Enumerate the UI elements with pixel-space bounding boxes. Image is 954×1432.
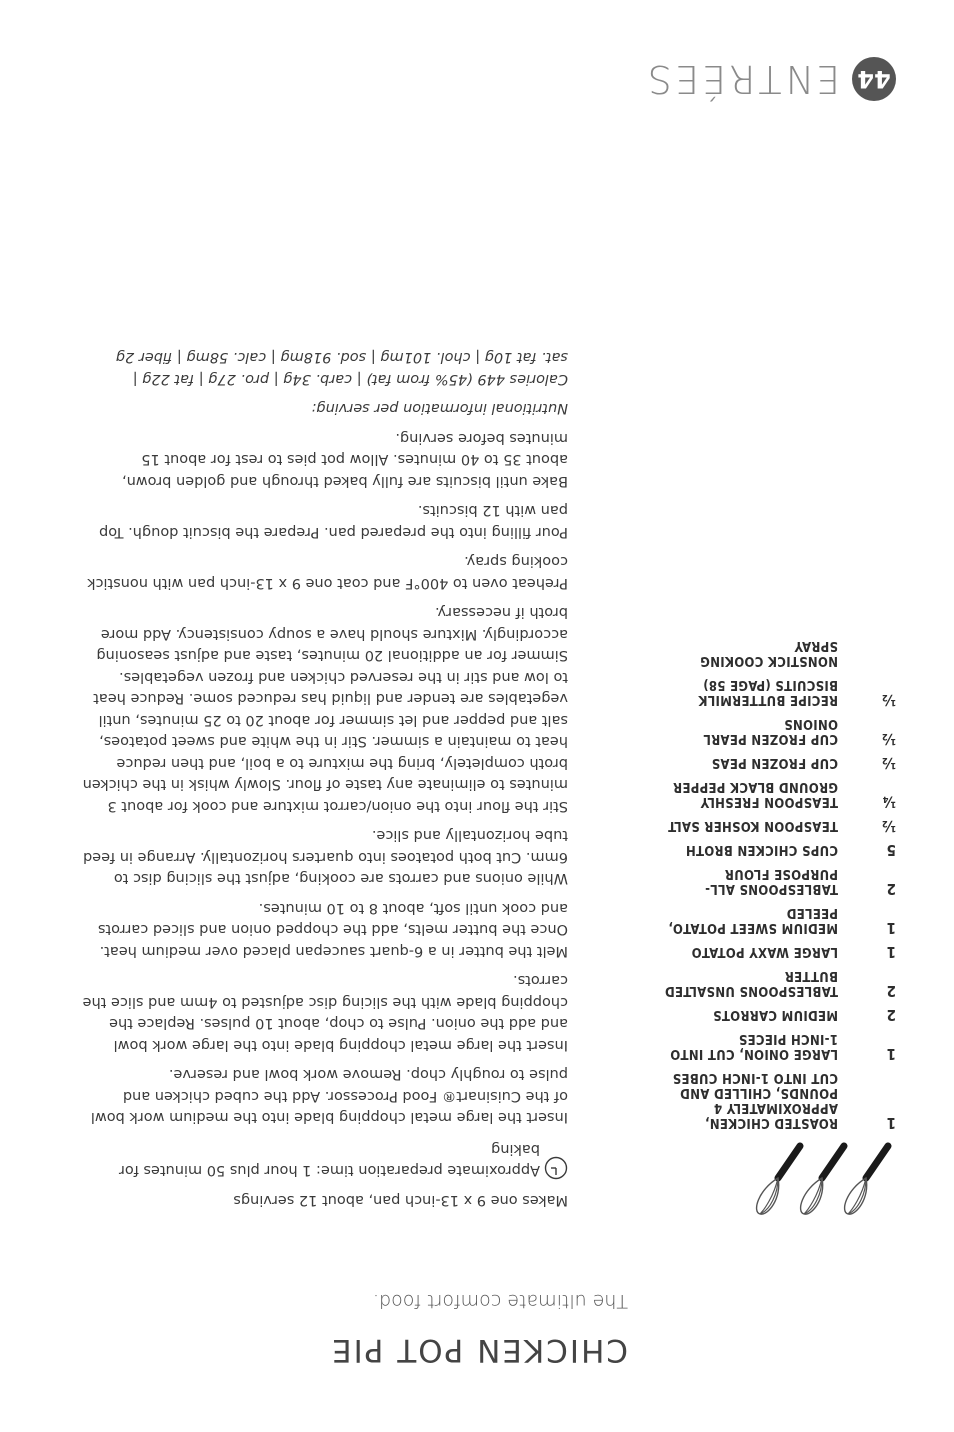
ingredient-qty: ½ bbox=[881, 691, 896, 709]
ingredient-item bbox=[656, 866, 896, 896]
ingredient-qty: 1 bbox=[886, 919, 896, 937]
ingredient-name: ROASTED CHICKEN, APPROXIMATELY 4 POUNDS, CHILLED AND CUT INTO 1-INCH CUBES bbox=[672, 1070, 838, 1130]
ingredient-qty: 5 bbox=[886, 841, 896, 859]
recipe-method bbox=[82, 338, 568, 1210]
ingredient-qty: 2 bbox=[886, 982, 896, 1000]
method-step: Insert the large metal chopping blade into the large work bowl and add the onion. Pulse to chop, about 10 pulses. Replace the chopping blade with the slicing disc adjusted to 4mm and slice the carrots. bbox=[82, 972, 568, 1053]
ingredient-name: MEDIUM SWEET POTATO, PEELED bbox=[668, 905, 838, 935]
ingredient-item bbox=[656, 1070, 896, 1130]
nutrition-line-1: Calories 449 (45% from fat) | carb. 34g | pro. 27g | fat 22g | bbox=[132, 371, 568, 387]
prep-time-text: Approximate preparation time: 1 hour plus 50 minutes for baking bbox=[118, 1141, 540, 1179]
ingredient-qty: 1 bbox=[886, 1114, 896, 1132]
ingredient-qty: 2 bbox=[886, 1006, 896, 1024]
ingredient-name: TABLESPOONS ALL-PURPOSE FLOUR bbox=[704, 866, 838, 896]
ingredient-name: LARGE ONION, CUT INTO 1-INCH PIECES bbox=[670, 1031, 838, 1061]
ingredient-qty: 1 bbox=[886, 943, 896, 961]
difficulty-rating bbox=[746, 1140, 896, 1220]
whisk-icon bbox=[845, 1146, 888, 1214]
page-number-badge bbox=[852, 57, 896, 101]
method-step: Insert the large metal chopping blade into the medium work bowl of the Cuisinart® Food Processor. Add the cubed chicken and pulse to roughly chop. Remove work bowl and reserve. bbox=[90, 1066, 568, 1126]
method-step: While onions and carrots are cooking, adjust the slicing disc to 6mm. Cut both potatoes into quarters horizontally. Arrange in feed tube horizontally and slice. bbox=[83, 827, 568, 887]
ingredient-name: RECIPE BUTTERMILK BISCUITS (PAGE 58) bbox=[698, 677, 838, 707]
section-title: ENTRÉES bbox=[644, 57, 840, 101]
ingredient-item bbox=[656, 944, 896, 959]
nutrition-line bbox=[82, 346, 568, 389]
ingredient-name: TEASPOON KOSHER SALT bbox=[667, 818, 838, 833]
clock-icon bbox=[544, 1157, 568, 1181]
ingredient-list bbox=[656, 629, 896, 1130]
ingredient-qty: ¼ bbox=[881, 793, 896, 811]
method-step: Preheat oven to 400°F and coat one 9 x 13-inch pan with nonstick cooking spray. bbox=[87, 553, 568, 591]
ingredient-item bbox=[656, 968, 896, 998]
nutrition-heading: Nutritional information per serving: bbox=[311, 400, 568, 417]
whisk-icon bbox=[757, 1146, 800, 1214]
ingredient-item bbox=[656, 818, 896, 833]
ingredient-name: CUP FROZEN PEAS bbox=[711, 755, 838, 770]
method-step: Melt the butter in a 6-quart saucepan placed over medium heat. Once the butter melts, add the chopped onion and sliced carrots and cook until soft, about 8 to 10 minutes. bbox=[97, 900, 568, 959]
method-step: Stir the flour into the onion/carrot mixture and cook for about 3 minutes to eliminate any taste of flour. Slowly whisk in the chicken broth completely, bring the mixture to a boil, and then reduce heat to maintain a simmer. Stir in the white and sweet potatoes, salt and pepper and let simmer for about 20 to 25 minutes, until vegetables are tender and liquid has reduced some. Reduce heat to low and stir in the reserved chicken and frozen vegetables. Simmer for an additional 20 minutes, taste and adjust seasoning accordingly. Mixture should have a soupy consistency. Add more broth if necessary. bbox=[82, 604, 568, 814]
ingredient-qty: ½ bbox=[881, 730, 896, 748]
ingredient-qty: 2 bbox=[886, 880, 896, 898]
ingredient-qty: 1 bbox=[886, 1045, 896, 1063]
recipe-title: CHICKEN POT PIE bbox=[329, 1332, 628, 1368]
ingredient-qty: ½ bbox=[881, 817, 896, 835]
nutrition-line-2: sat. fat 10g | chol. 101mg | sod. 918mg | calc. 58mg | fiber 2g bbox=[115, 349, 568, 366]
ingredient-item bbox=[656, 842, 896, 857]
whisk-icon bbox=[801, 1146, 844, 1214]
recipe-subtitle: The ultimate comfort food. bbox=[373, 1290, 628, 1312]
ingredient-item bbox=[656, 716, 896, 746]
ingredient-name: CUP FROZEN PEARL ONIONS bbox=[703, 716, 838, 746]
page-number: 44 bbox=[857, 65, 891, 93]
prep-time bbox=[82, 1138, 568, 1181]
ingredient-name: CUPS CHICKEN BROTH bbox=[685, 842, 838, 857]
recipe-yield: Makes one 9 x 13-inch pan, about 12 servings bbox=[233, 1192, 568, 1208]
ingredient-item bbox=[656, 677, 896, 707]
ingredient-item bbox=[656, 1007, 896, 1022]
ingredient-name: MEDIUM CARROTS bbox=[712, 1007, 838, 1022]
ingredient-name: TABLESPOONS UNSALTED BUTTER bbox=[664, 968, 838, 998]
ingredient-item bbox=[656, 1031, 896, 1061]
ingredient-item bbox=[656, 755, 896, 770]
ingredient-qty: ½ bbox=[881, 754, 896, 772]
method-step: Bake until biscuits are fully baked through and golden brown, about 35 to 40 minutes. Allow pot pies to rest for about 15 minutes before serving. bbox=[122, 430, 568, 489]
method-step: Pour filling into the prepared pan. Prepare the biscuit dough. Top pan with 12 biscuits. bbox=[99, 502, 568, 540]
ingredient-item bbox=[656, 905, 896, 935]
ingredient-qty bbox=[838, 638, 896, 668]
ingredient-name: NONSTICK COOKING SPRAY bbox=[699, 638, 838, 668]
ingredient-name: LARGE WAXY POTATO bbox=[691, 944, 838, 959]
ingredient-name: TEASPOON FRESHLY GROUND BLACK PEPPER bbox=[672, 779, 838, 809]
ingredient-item bbox=[656, 779, 896, 809]
whisk-icon-group bbox=[746, 1140, 896, 1220]
ingredient-item bbox=[656, 638, 896, 668]
nutrition-info bbox=[82, 346, 568, 419]
